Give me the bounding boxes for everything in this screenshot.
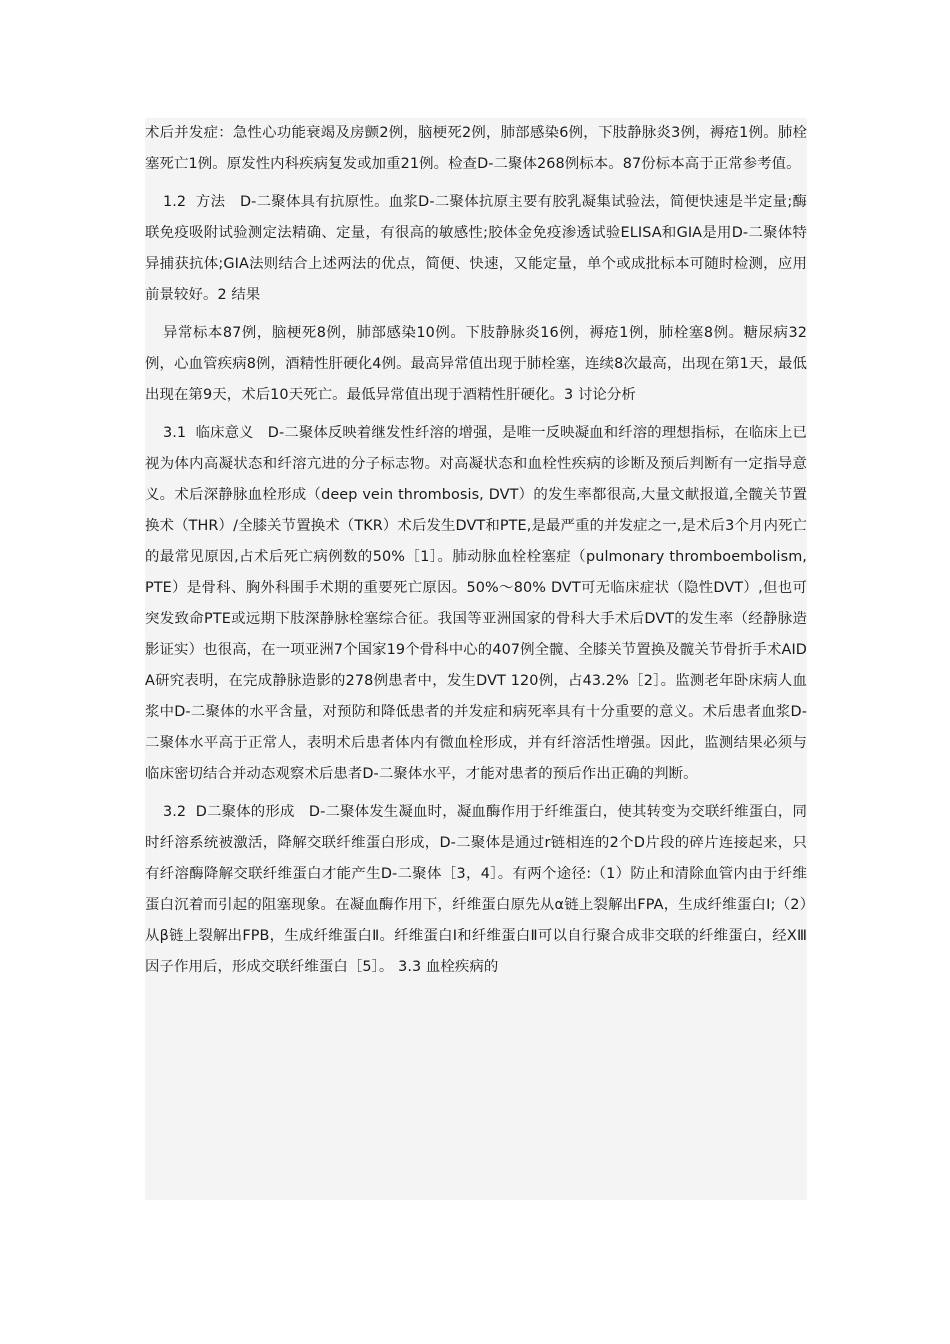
paragraph-text: D-二聚体发生凝血时，凝血酶作用于纤维蛋白，使其转变为交联纤维蛋白，同时纤溶系统被激活，降解交联纤维蛋白形成，D-二聚体是通过r链相连的2个D片段的碎片连接起来，只有纤溶酶降解交联纤维蛋白才能产生D-二聚体［3，4］。有两个途径:（1）防止和清除血管内由于纤维蛋白沉着而引起的阻塞现象。在凝血酶作用下，纤维蛋白原先从α链上裂解出FPA，生成纤维蛋白Ⅰ;（2）从β链上裂解出FPB，生成纤维蛋白Ⅱ。纤维蛋白Ⅰ和纤维蛋白Ⅱ可以自行聚合成非交联的纤维蛋白，经XⅢ因子作用后，形成交联纤维蛋白［5］。 3.3 血栓疾病的 <box>145 804 807 975</box>
paragraph-methods <box>145 187 807 311</box>
section-heading-methods: 1.2 方法 <box>163 194 240 210</box>
article-text-column <box>145 118 807 1200</box>
paragraph-d-dimer-formation <box>145 797 807 983</box>
paragraph-text: D-二聚体反映着继发性纤溶的增强，是唯一反映凝血和纤溶的理想指标，在临床上已视为体内高凝状态和纤溶亢进的分子标志物。对高凝状态和血栓性疾病的诊断及预后判断有一定指导意义。术后深静脉血栓形成（deep vein thrombosis, DVT）的发生率都很高,大量文献报道,全髋关节置换术（THR）/全膝关节置换术（TKR）术后发生DVT和PTE,是最严重的并发症之一,是术后3个月内死亡的最常见原因,占术后死亡病例数的50%［1］。肺动脉血栓栓塞症（pulmonary thromboembolism, PTE）是骨科、胸外科围手术期的重要死亡原因。50%～80% DVT可无临床症状（隐性DVT）,但也可突发致命PTE或远期下肢深静脉栓塞综合征。我国等亚洲国家的骨科大手术后DVT的发生率（经静脉造影证实）也很高，在一项亚洲7个国家19个骨科中心的407例全髋、全膝关节置换及髋关节骨折手术AIDA研究表明，在完成静脉造影的278例患者中，发生DVT 120例，占43.2%［2］。监测老年卧床病人血浆中D-二聚体的水平含量，对预防和降低患者的并发症和病死率具有十分重要的意义。术后患者血浆D-二聚体水平高于正常人，表明术后患者体内有微血栓形成，并有纤溶活性增强。因此，监测结果必须与临床密切结合并动态观察术后患者D-二聚体水平，才能对患者的预后作出正确的判断。 <box>145 425 807 782</box>
paragraph-text: 术后并发症：急性心功能衰竭及房颤2例，脑梗死2例，肺部感染6例，下肢静脉炎3例，褥疮1例。肺栓塞死亡1例。原发性内科疾病复发或加重21例。检查D-二聚体268例标本。87份标本高于正常参考值。 <box>145 125 807 172</box>
paragraph-text: D-二聚体具有抗原性。血浆D-二聚体抗原主要有胶乳凝集试验法，简便快速是半定量;酶联免疫吸附试验测定法精确、定量，有很高的敏感性;胶体金免疫渗透试验ELISA和GIA是用D-二聚体特异捕获抗体;GIA法则结合上述两法的优点，简便、快速，又能定量，单个或成批标本可随时检测，应用前景较好。2 结果 <box>145 194 808 303</box>
section-heading-d-dimer-formation: 3.2 D二聚体的形成 <box>163 804 309 820</box>
paragraph-clinical-significance <box>145 418 807 790</box>
section-heading-clinical-significance: 3.1 临床意义 <box>163 425 268 441</box>
paragraph-complications <box>145 118 807 180</box>
paragraph-results <box>145 318 807 411</box>
paragraph-text: 异常标本87例，脑梗死8例，肺部感染10例。下肢静脉炎16例，褥疮1例，肺栓塞8例。糖尿病32例，心血管疾病8例，酒精性肝硬化4例。最高异常值出现于肺栓塞，连续8次最高，出现在第1天，最低出现在第9天，术后10天死亡。最低异常值出现于酒精性肝硬化。3 讨论分析 <box>145 325 807 403</box>
